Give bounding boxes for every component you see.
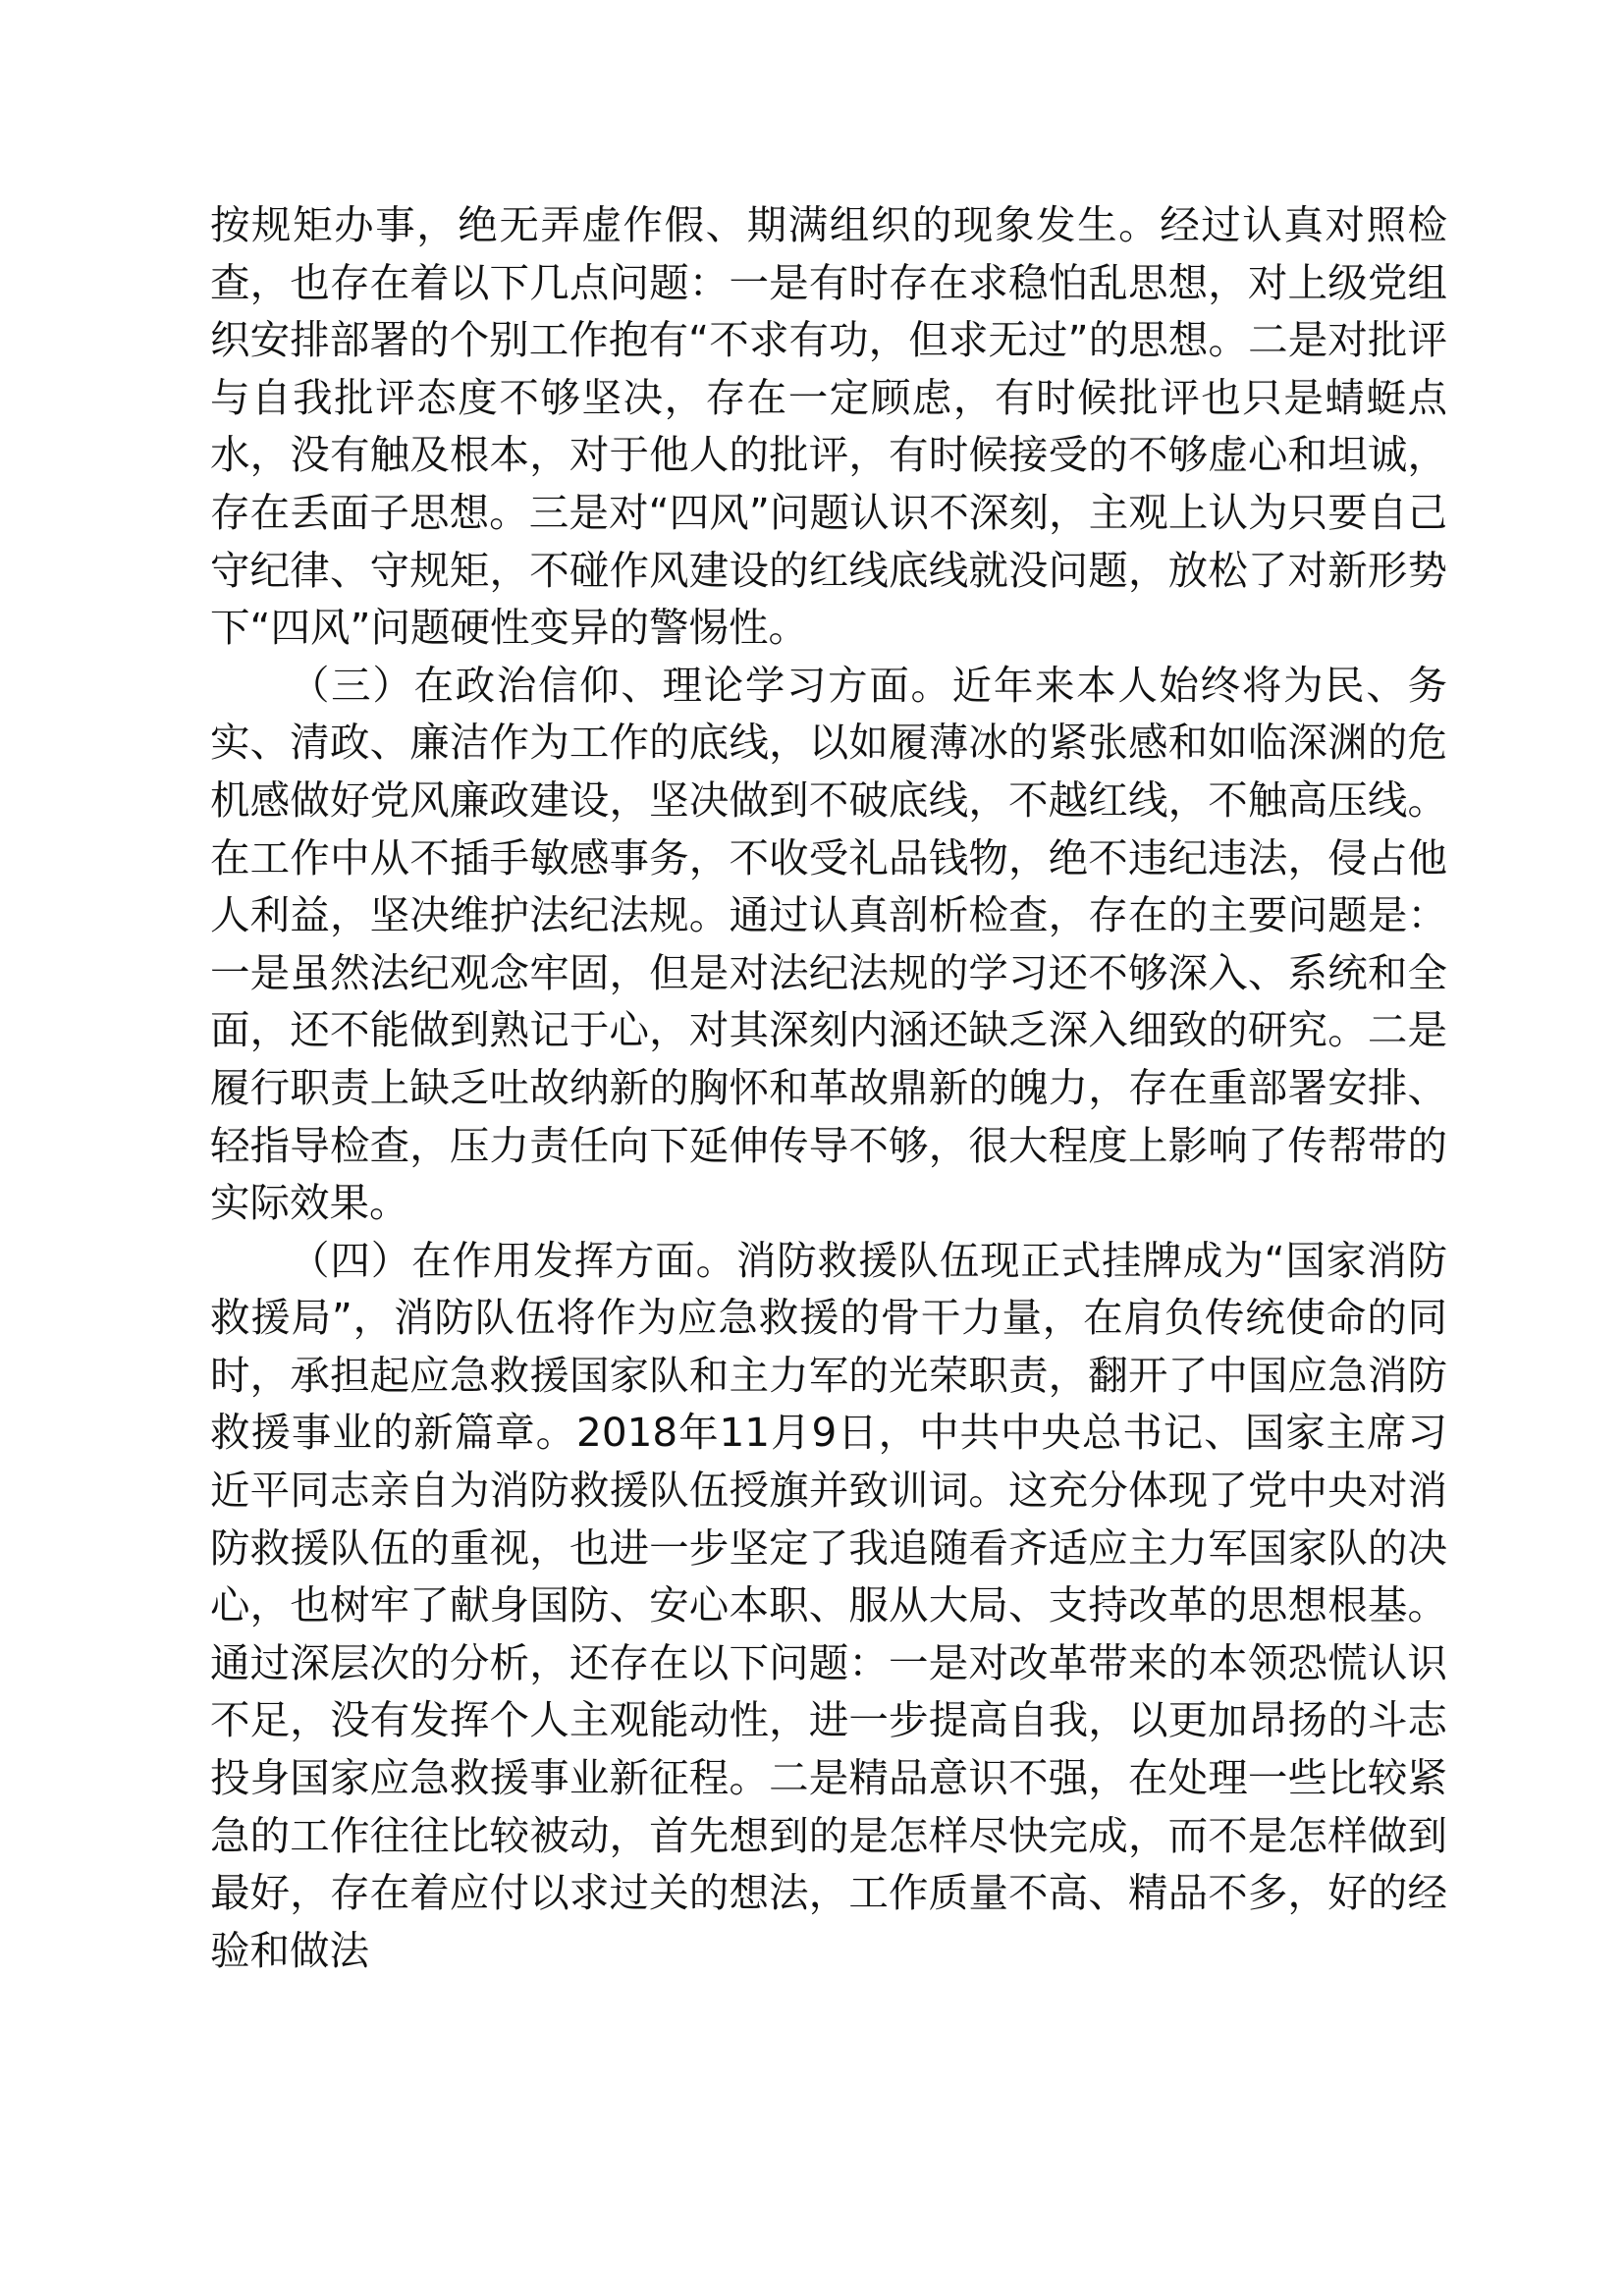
paragraph-continued: 按规矩办事，绝无弄虚作假、期满组织的现象发生。经过认真对照检查，也存在着以下几点问题：一是有时存在求稳怕乱思想，对上级党组织安排部署的个别工作抱有“不求有功，但求无过”的思想。二是对批评与自我批评态度不够坚决，存在一定顾虑，有时候批评也只是蜻蜓点水，没有触及根本，对于他人的批评，有时候接受的不够虚心和坦诚，存在丢面子思想。三是对“四风”问题认识不深刻，主观上认为只要自己守纪律、守规矩，不碰作风建设的红线底线就没问题，放松了对新形势下“四风”问题硬性变异的警惕性。 [210, 201, 1447, 652]
document-body [210, 196, 1447, 1979]
paragraph-section-three: （三）在政治信仰、理论学习方面。近年来本人始终将为民、务实、清政、廉洁作为工作的底线，以如履薄冰的紧张感和如临深渊的危机感做好党风廉政建设，坚决做到不破底线，不越红线，不触高压线。在工作中从不插手敏感事务，不收受礼品钱物，绝不违纪违法，侵占他人利益，坚决维护法纪法规。通过认真剖析检查，存在的主要问题是：一是虽然法纪观念牢固，但是对法纪法规的学习还不够深入、系统和全面，还不能做到熟记于心，对其深刻内涵还缺乏深入细致的研究。二是履行职责上缺乏吐故纳新的胸怀和革故鼎新的魄力，存在重部署安排、轻指导检查，压力责任向下延伸传导不够，很大程度上影响了传帮带的实际效果。 [210, 661, 1447, 1227]
paragraph-section-four: （四）在作用发挥方面。消防救援队伍现正式挂牌成为“国家消防救援局”，消防队伍将作为应急救援的骨干力量，在肩负传统使命的同时，承担起应急救援国家队和主力军的光荣职责，翻开了中国应急消防救援事业的新篇章。2018年11月9日，中共中央总书记、国家主席习近平同志亲自为消防救援队伍授旗并致训词。这充分体现了党中央对消防救援队伍的重视，也进一步坚定了我追随看齐适应主力军国家队的决心，也树牢了献身国防、安心本职、服从大局、支持改革的思想根基。通过深层次的分析，还存在以下问题：一是对改革带来的本领恐慌认识不足，没有发挥个人主观能动性，进一步提高自我，以更加昂扬的斗志投身国家应急救援事业新征程。二是精品意识不强，在处理一些比较紧急的工作往往比较被动，首先想到的是怎样尽快完成，而不是怎样做到最好，存在着应付以求过关的想法，工作质量不高、精品不多，好的经验和做法 [210, 1236, 1447, 1974]
